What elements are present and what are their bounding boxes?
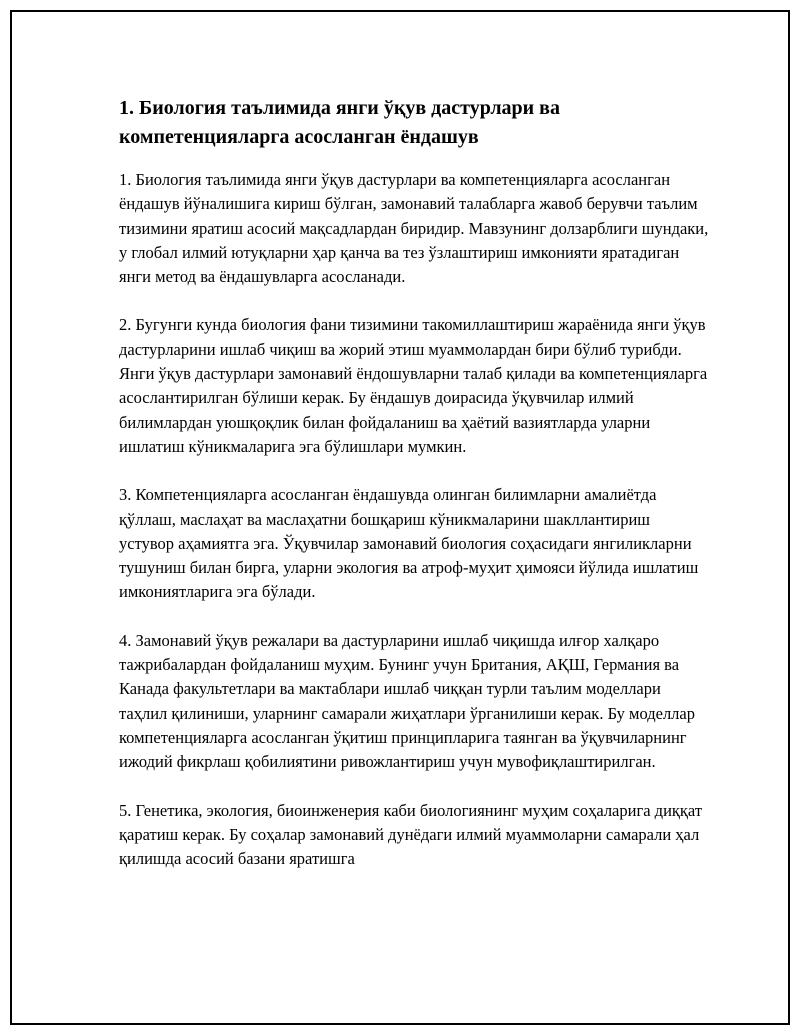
paragraph-4: 4. Замонавий ўқув режалари ва дастурларини ишлаб чиқишда илғор халқаро тажрибалардан фойдаланиш муҳим. Бунинг учун Британия, АҚШ, Германия ва Канада факультетлари ва мактаблари ишлаб чиққан турли таълим моделлари таҳлил қилиниши, уларнинг самарали жиҳатлари ўрганилиши керак. Бу моделлар компетенцияларга асосланган ўқитиш принципларига таянган ва ўқувчиларнинг ижодий фикрлаш қобилиятини ривожлантириш учун мувофиқлаштирилган. [119, 630, 695, 772]
paragraph-1: 1. Биология таълимида янги ўқув дастурлари ва компетенцияларга асосланган ёндашув йўналишига кириш бўлган, замонавий талабларга жавоб берувчи таълим тизимини яратиш асосий мақсадлардан биридир. Мавзунинг долзарблиги шундаки, у глобал илмий ютуқларни ҳар қанча ва тез ўзлаштириш имконияти яратадиган янги метод ва ёндашувларга асосланади. [119, 170, 709, 287]
paragraph-5: 5. Генетика, экология, биоинженерия каби биологиянинг муҳим соҳаларига диққат қаратиш керак. Бу соҳалар замонавий дунёдаги илмий муаммоларни самарали ҳал қилишда асосий базани яратишга [119, 800, 703, 869]
paragraph-2: 2. Бугунги кунда биология фани тизимини такомиллаштириш жараёнида янги ўқув дастурларини ишлаб чиқиш ва жорий этиш муаммолардан бири бўлиб турибди. Янги ўқув дастурлари замонавий ёндошувларни талаб қилади ва компетенцияларга асослантирилган бўлиши керак. Бу ёндашув доирасида ўқувчилар илмий билимлардан уюшқоқлик билан фойдаланиш ва ҳаётий вазиятларда уларни ишлатиш кўникмаларига эга бўлишлари мумкин. [119, 315, 708, 456]
paragraph-3: 3. Компетенцияларга асосланган ёндашувда олинган билимларни амалиётда қўллаш, маслаҳат ва маслаҳатни бошқариш кўникмаларини шакллантириш устувор аҳамиятга эга. Ўқувчилар замонавий биология соҳасидаги янгиликларни тушуниш билан бирга, уларни экология ва атроф-муҳит ҳимояси йўлида ишлатиш имкониятларига эга бўлади. [119, 485, 699, 602]
document-body [119, 94, 709, 895]
page-frame [10, 10, 790, 1025]
document-heading: 1. Биология таълимида янги ўқув дастурлари ва компетенцияларга асосланган ёндашув [119, 97, 560, 148]
